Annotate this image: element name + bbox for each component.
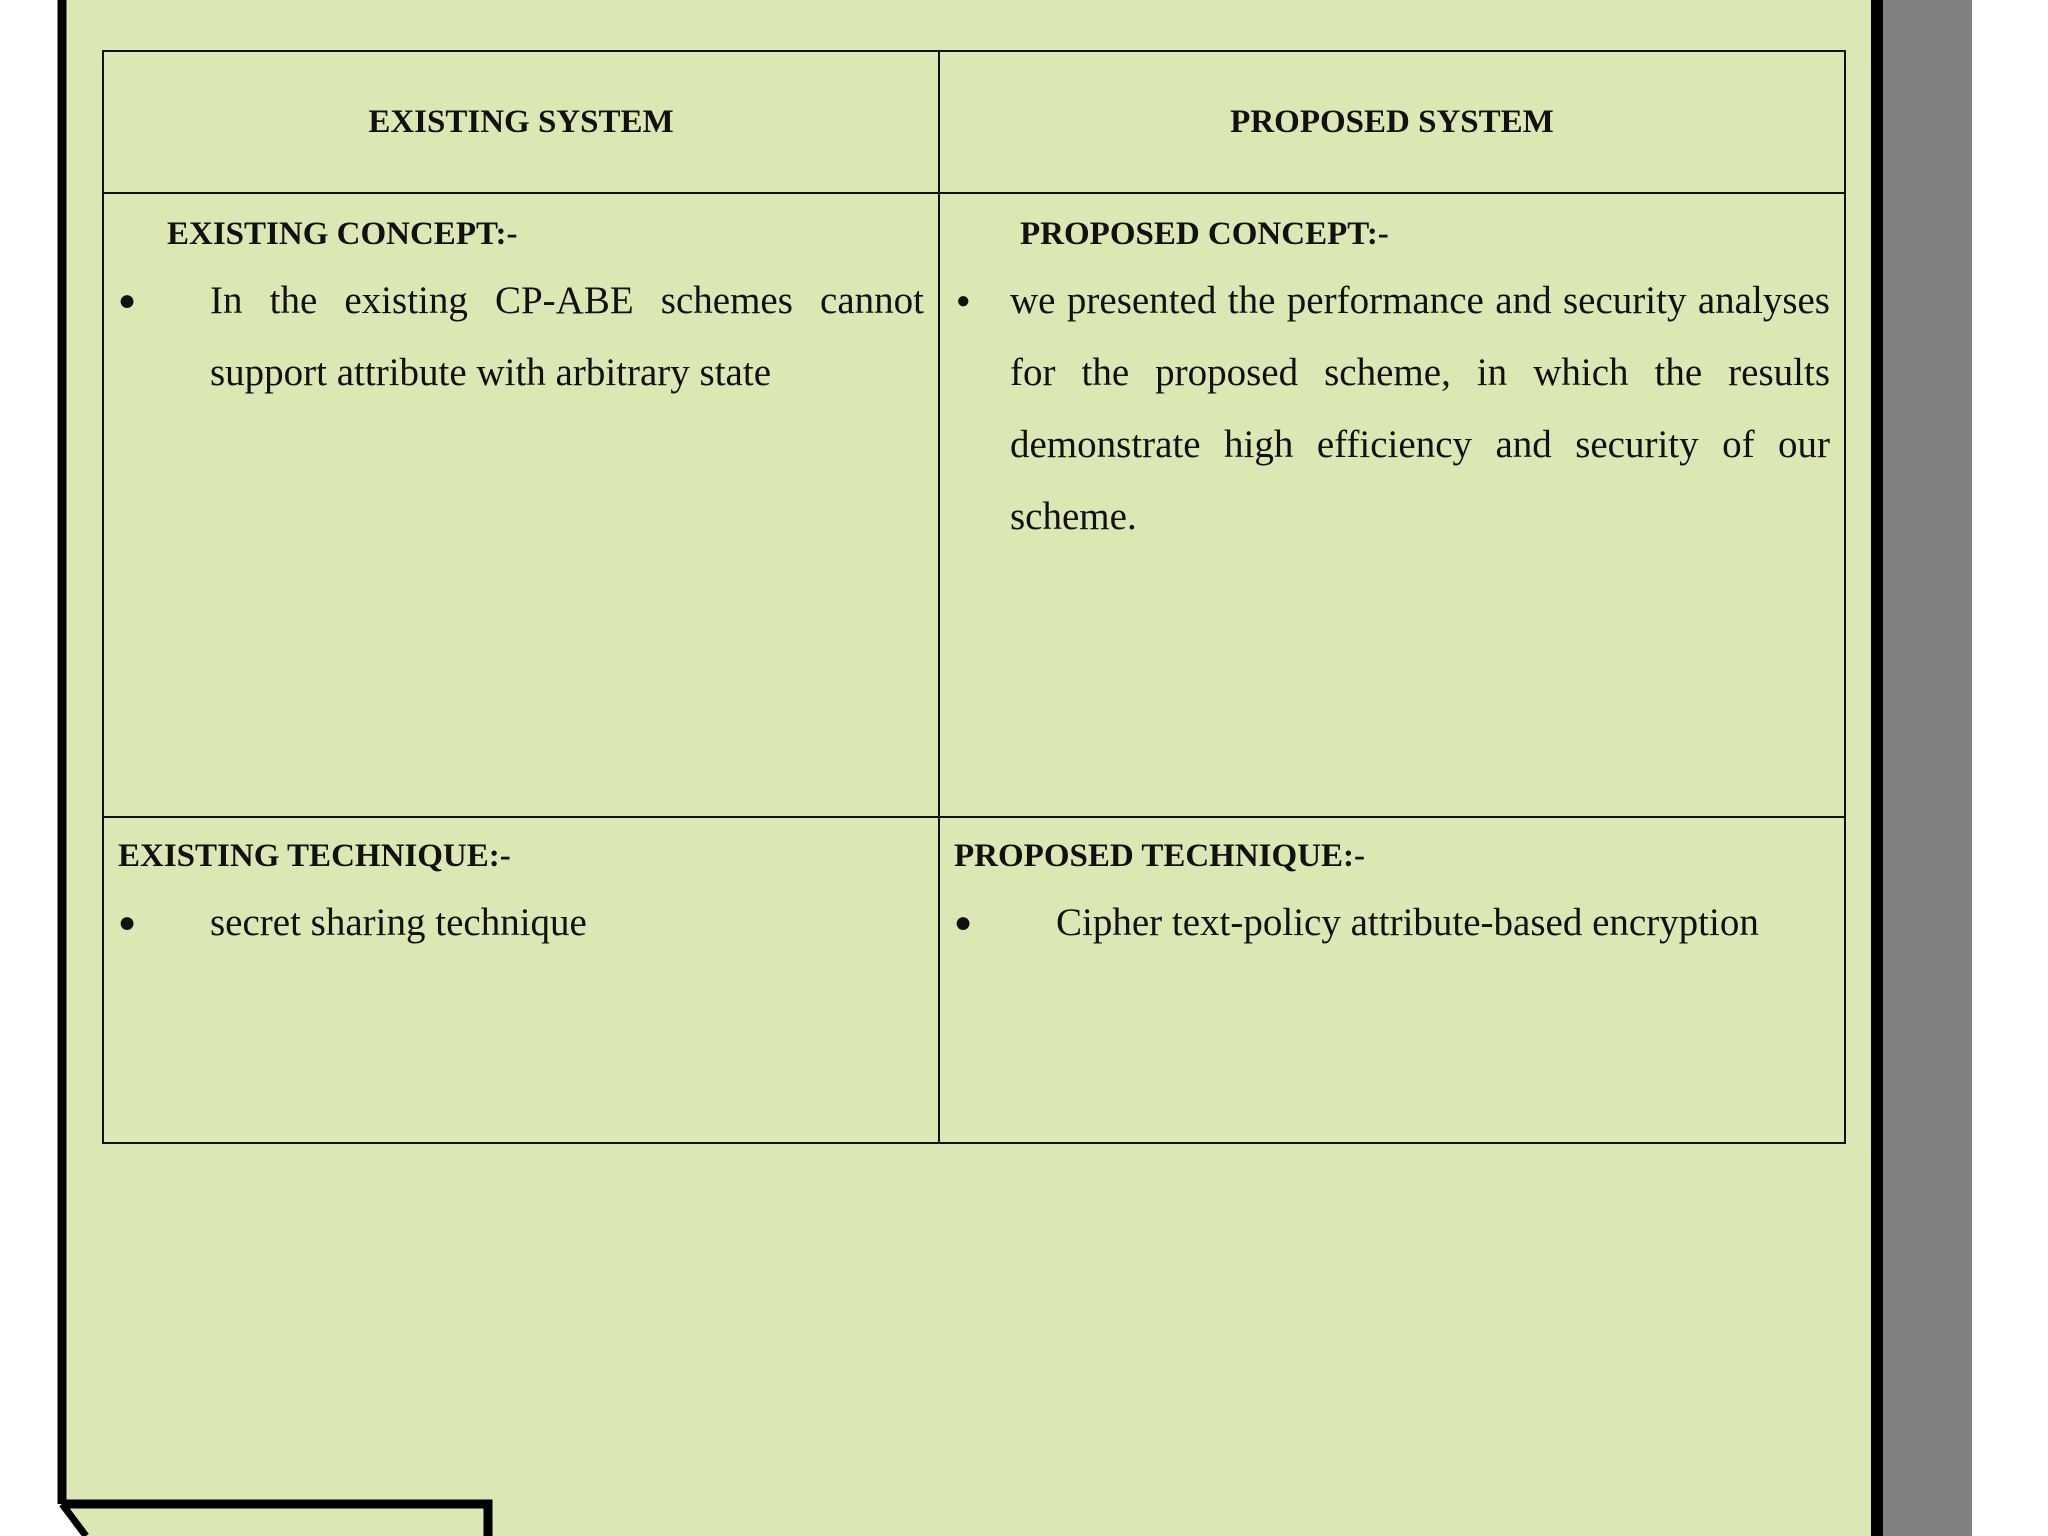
proposed-system-header: PROPOSED SYSTEM — [939, 51, 1845, 193]
table-header-row — [103, 51, 1845, 193]
existing-concept-heading: EXISTING CONCEPT:- — [167, 216, 518, 252]
bullet-dot-icon: ● — [956, 288, 971, 314]
existing-technique-text: secret sharing technique — [210, 901, 587, 944]
bullet-dot-icon: ● — [118, 284, 137, 317]
bullet-dot-icon: ● — [118, 906, 137, 939]
existing-concept-text: In the existing CP-ABE schemes cannot support attribute with arbitrary state — [210, 279, 924, 394]
list-item — [118, 265, 938, 409]
existing-technique-heading: EXISTING TECHNIQUE:- — [118, 838, 511, 874]
proposed-technique-heading: PROPOSED TECHNIQUE:- — [954, 838, 1366, 874]
list-item — [118, 887, 938, 959]
concept-row — [103, 193, 1845, 817]
existing-technique-cell — [103, 817, 939, 1143]
proposed-concept-text: we presented the performance and security analyses for the proposed scheme, in which the results demonstrate high efficiency and security of our scheme. — [1010, 279, 1830, 538]
proposed-technique-cell — [939, 817, 1845, 1143]
list-item — [954, 887, 1844, 959]
existing-concept-cell — [103, 193, 939, 817]
existing-system-header: EXISTING SYSTEM — [103, 51, 939, 193]
comparison-table — [102, 50, 1846, 1144]
proposed-concept-heading: PROPOSED CONCEPT:- — [1020, 216, 1389, 252]
proposed-concept-cell — [939, 193, 1845, 817]
technique-row — [103, 817, 1845, 1143]
bullet-dot-icon: ● — [954, 906, 973, 939]
proposed-technique-text: Cipher text-policy attribute-based encryption — [1056, 901, 1759, 944]
list-item — [956, 265, 1844, 553]
